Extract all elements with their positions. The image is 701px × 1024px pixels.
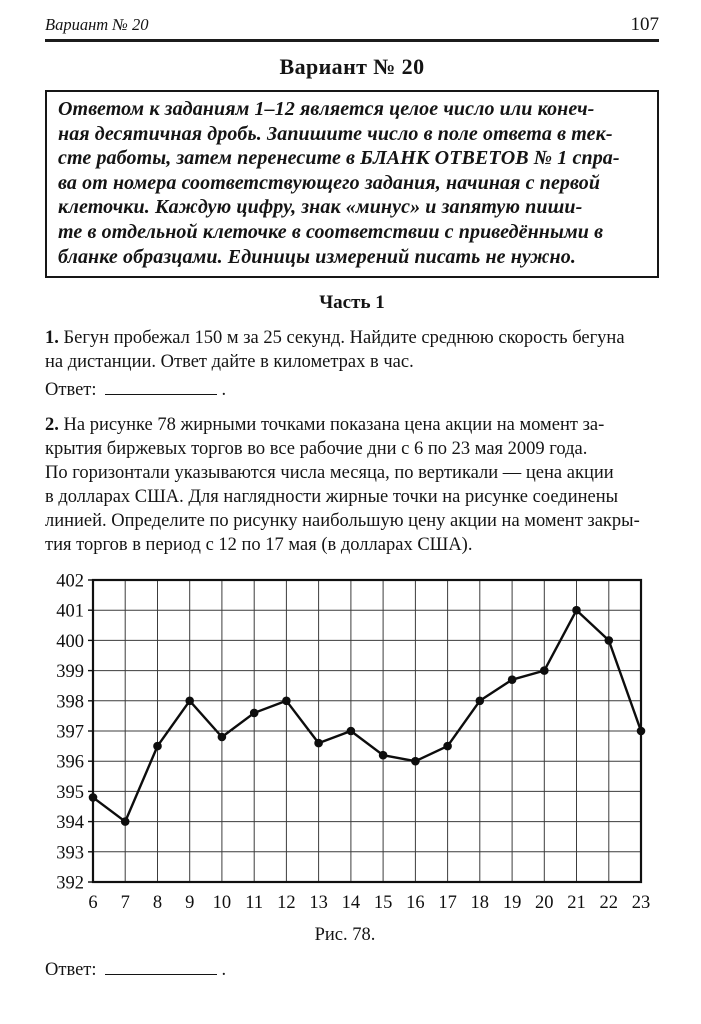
- page-header: [45, 14, 659, 42]
- svg-text:19: 19: [502, 892, 522, 913]
- svg-text:10: 10: [212, 892, 232, 913]
- problem-2: [45, 413, 659, 557]
- problem-1-text: [45, 326, 659, 374]
- svg-text:13: 13: [309, 892, 328, 913]
- problem-1-body: Бегун пробежал 150 м за 25 секунд. Найдите среднюю скорость бегуна на дистанции. Ответ дайте в километрах в час.: [45, 328, 625, 373]
- svg-text:9: 9: [185, 892, 195, 913]
- answer-period: .: [221, 380, 227, 401]
- svg-text:20: 20: [535, 892, 554, 913]
- answer-blank: [105, 380, 217, 395]
- running-title: Вариант № 20: [45, 15, 149, 34]
- svg-text:17: 17: [438, 892, 457, 913]
- svg-text:395: 395: [56, 782, 84, 803]
- price-line: [93, 610, 641, 821]
- svg-text:398: 398: [56, 691, 84, 712]
- svg-text:396: 396: [56, 752, 84, 773]
- svg-text:18: 18: [470, 892, 490, 913]
- svg-text:392: 392: [56, 873, 84, 894]
- svg-text:22: 22: [599, 892, 619, 913]
- svg-text:8: 8: [152, 892, 163, 913]
- problem-2-answer-line: [45, 960, 659, 981]
- x-axis-labels: [88, 893, 650, 913]
- answer-label: Ответ:: [45, 380, 97, 401]
- answer-blank: [105, 960, 217, 975]
- grid-lines: [93, 580, 641, 882]
- svg-text:14: 14: [341, 892, 361, 913]
- svg-text:402: 402: [56, 571, 84, 592]
- instruction-text: Ответом к заданиям 1–12 является целое число или конеч- ная десятичная дробь. Запишите число в поле ответа в тек- сте работы, затем перенесите в БЛАНК ОТВЕТОВ № 1 спра- ва от номера соответствующего задания, начиная с первой клеточки. Каждую цифру, знак «минус» и запятую пиши- те в отдельной клеточке в соответствии с приведёнными в бланке образцами. Единицы измерений писать не нужно.: [58, 98, 620, 268]
- answer-label: Ответ:: [45, 959, 97, 980]
- section-title: Часть 1: [319, 292, 385, 314]
- svg-text:393: 393: [56, 842, 84, 863]
- stock-price-chart: [51, 572, 659, 923]
- instruction-box: [45, 90, 659, 278]
- svg-text:12: 12: [277, 892, 296, 913]
- problem-1-answer-line: [45, 380, 659, 401]
- problem-1: [45, 326, 659, 401]
- problem-2-text: [45, 413, 659, 557]
- variant-title: Вариант № 20: [279, 54, 425, 79]
- svg-text:16: 16: [406, 892, 425, 913]
- svg-text:21: 21: [567, 892, 586, 913]
- problem-1-number: 1.: [45, 328, 59, 349]
- svg-text:400: 400: [56, 631, 84, 652]
- answer-period: .: [221, 959, 227, 980]
- y-axis-labels: [56, 571, 93, 893]
- figure-caption: Рис. 78.: [314, 924, 376, 945]
- problem-2-number: 2.: [45, 415, 59, 436]
- svg-text:397: 397: [56, 722, 84, 743]
- svg-text:7: 7: [120, 892, 130, 913]
- svg-text:399: 399: [56, 661, 84, 682]
- svg-text:401: 401: [56, 601, 84, 622]
- problem-2-body: На рисунке 78 жирными точками показана цена акции на момент за- крытия биржевых торгов во все рабочие дни с 6 по 23 мая 2009 года. По горизонтали указываются числа месяца, по вертикали — цена акции в долларах США. Для наглядности жирные точки на рисунке соединены линией. Определите по рисунку наибольшую цену акции на момент закры- тия торгов в период с 12 по 17 мая (в долларах США).: [45, 415, 640, 556]
- figure-78: [45, 572, 659, 946]
- svg-text:11: 11: [245, 892, 264, 913]
- svg-text:394: 394: [56, 812, 84, 833]
- svg-text:15: 15: [373, 892, 393, 913]
- page-number: 107: [630, 14, 659, 35]
- svg-text:23: 23: [631, 892, 651, 913]
- svg-text:6: 6: [88, 892, 98, 913]
- price-chart-svg: [51, 571, 651, 918]
